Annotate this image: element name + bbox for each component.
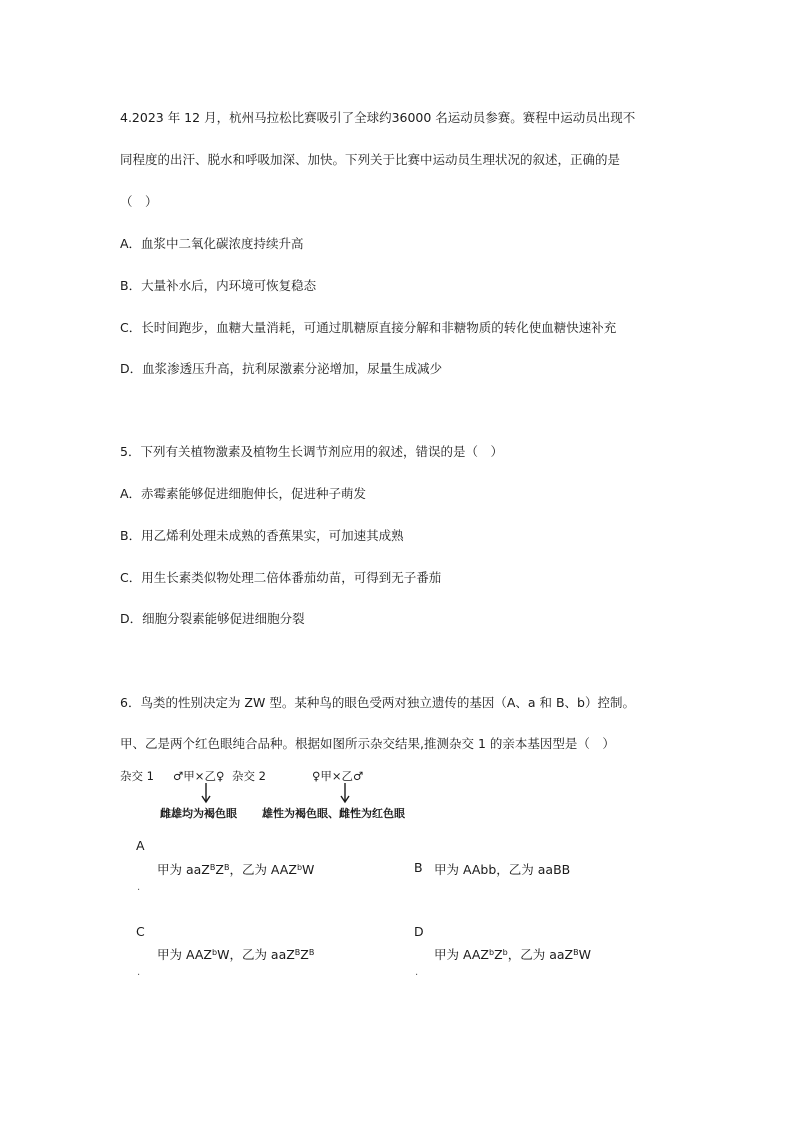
q6-option-b-letter: B — [414, 860, 423, 875]
q6-option-a-dot: . — [137, 882, 141, 893]
q4-stem-line-2: 同程度的出汗、脱水和呼吸加深、加快。下列关于比赛中运动员生理状况的叙述，正确的是 — [120, 152, 621, 167]
q5-stem: 5．下列有关植物激素及植物生长调节剂应用的叙述，错误的是（ ） — [120, 444, 503, 459]
cross1-arrow-icon — [200, 783, 212, 805]
q6-option-c-dot: . — [137, 967, 141, 978]
q6-stem-line-1: 6．鸟类的性别决定为 ZW 型。某种鸟的眼色受两对独立遗传的基因（A、a 和 B、b）控制。 — [120, 695, 635, 710]
cross2-parents: ♀甲×乙♂ — [312, 769, 364, 783]
cross1-label: 杂交 1 — [120, 769, 154, 783]
q4-stem-line-1: 4.2023 年 12 月，杭州马拉松比赛吸引了全球约36000 名运动员参赛。赛程中运动员出现不 — [120, 110, 636, 125]
q4-option-b: B．大量补水后，内环境可恢复稳态 — [120, 278, 317, 293]
q6-option-c-text: 甲为 AAZ$^b$W，乙为 $aaZ^BZ^B$ — [157, 947, 315, 962]
q5-option-c: C．用生长素类似物处理二倍体番茄幼苗，可得到无子番茄 — [120, 570, 442, 585]
q4-stem-line-3: （ ） — [120, 194, 158, 209]
q4-option-d: D．血浆渗透压升高，抗利尿激素分泌增加，尿量生成减少 — [120, 361, 443, 376]
q6-option-d-letter: D — [414, 924, 424, 939]
q6-option-c-letter: C — [136, 924, 145, 939]
cross1-result: 雌雄均为褐色眼 — [160, 807, 237, 820]
q4-option-a: A．血浆中二氧化碳浓度持续升高 — [120, 236, 304, 251]
q6-stem-line-2: 甲、乙是两个红色眼纯合品种。根据如图所示杂交结果,推测杂交 1 的亲本基因型是（ ） — [120, 736, 615, 751]
q6-option-d-dot: . — [415, 967, 419, 978]
q4-option-c: C．长时间跑步，血糖大量消耗，可通过肌糖原直接分解和非糖物质的转化使血糖快速补充 — [120, 320, 617, 335]
q5-option-b: B．用乙烯利处理未成熟的香蕉果实，可加速其成熟 — [120, 528, 404, 543]
q6-option-b-text: 甲为 AAbb，乙为 aaBB — [434, 862, 571, 877]
cross1-parents: ♂甲×乙♀ — [173, 769, 225, 783]
q5-option-d: D．细胞分裂素能够促进细胞分裂 — [120, 611, 305, 626]
cross2-arrow-icon — [339, 783, 351, 805]
cross2-label: 杂交 2 — [232, 769, 266, 783]
cross2-result: 雄性为褐色眼、雌性为红色眼 — [262, 807, 405, 820]
q6-option-a-text: 甲为 $aaZ^BZ^B$，乙为 AAZ$^b$W — [157, 862, 315, 877]
q6-option-d-text: 甲为 $AAZ^bZ^b$，乙为 aaZ$^B$W — [434, 947, 591, 962]
q6-option-a-letter: A — [136, 838, 145, 853]
q5-option-a: A．赤霉素能够促进细胞伸长，促进种子萌发 — [120, 486, 367, 501]
